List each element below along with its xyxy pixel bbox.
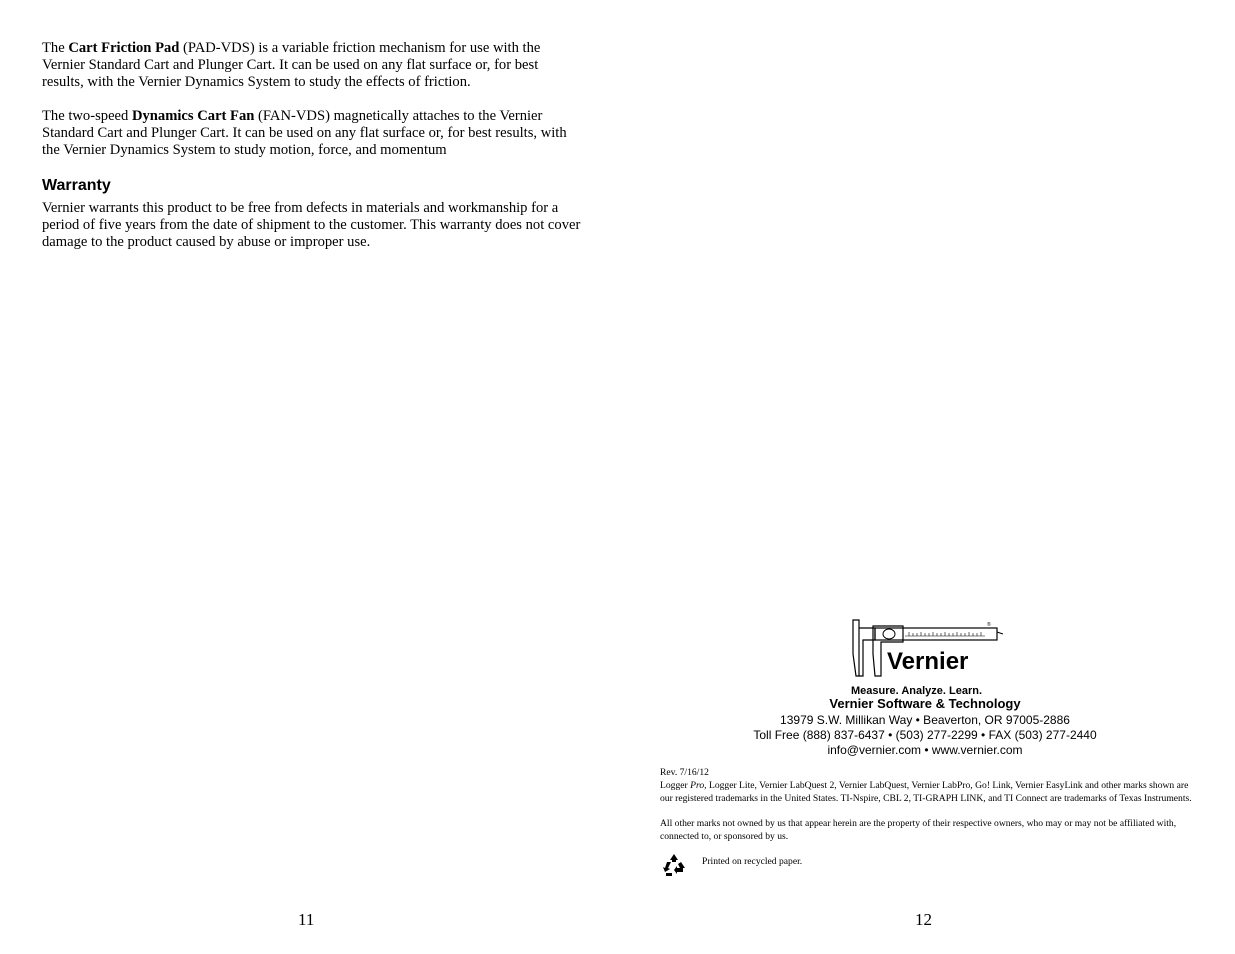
para2-pre: The two-speed <box>42 108 132 124</box>
recycle-icon <box>661 852 687 878</box>
trademark-notice <box>660 780 1200 805</box>
page-number-left: 11 <box>298 910 315 929</box>
trademark-italic: Pro <box>690 780 705 791</box>
caliper-logo-icon <box>845 614 1005 698</box>
cart-friction-pad-paragraph <box>42 40 582 91</box>
para1-pre: The <box>42 40 69 56</box>
left-page <box>42 40 582 268</box>
vernier-logo <box>845 614 1005 698</box>
logo-wordmark: Vernier <box>887 648 969 675</box>
dynamics-cart-fan-paragraph <box>42 108 582 159</box>
trademark-pre: Logger <box>660 780 691 791</box>
warranty-heading: Warranty <box>42 177 111 194</box>
logo-tagline: Measure. Analyze. Learn. <box>851 685 983 697</box>
para1-post: (PAD-VDS) is a variable friction mechanism for use with the Vernier Standard Cart and Plunger Cart. It can be used on any flat surface or, for best results, with the Vernier Dynamics System to study the effects of friction. <box>42 40 541 90</box>
company-address: 13979 S.W. Millikan Way • Beaverton, OR 97005-2886 <box>780 713 1070 727</box>
trademark-post: , Logger Lite, Vernier LabQuest 2, Vernier LabQuest, Vernier LabPro, Go! Link, Vernier EasyLink and other marks shown are our registered trademarks in the United States. TI-Nspire, CBL 2, TI-GRAPH LINK, and TI Connect are trademarks of Texas Instruments. <box>660 780 1192 804</box>
para2-product-name: Dynamics Cart Fan <box>131 108 255 124</box>
svg-text:®: ® <box>987 622 991 628</box>
company-web: info@vernier.com • www.vernier.com <box>827 743 1023 757</box>
company-name: Vernier Software & Technology <box>829 696 1021 711</box>
revision-date: Rev. 7/16/12 <box>660 767 709 778</box>
para1-product-name: Cart Friction Pad <box>68 40 180 56</box>
recycled-paper-note: Printed on recycled paper. <box>702 856 803 867</box>
other-marks-notice: All other marks not owned by us that appear herein are the property of their respective owners, who may or may not be affiliated with, connected to, or sponsored by us. <box>660 818 1177 842</box>
warranty-text: Vernier warrants this product to be free from defects in materials and workmanship for a period of five years from the date of shipment to the customer. This warranty does not cover damage to the product caused by abuse or improper use. <box>42 200 581 250</box>
page-number-right: 12 <box>915 910 932 929</box>
company-phones: Toll Free (888) 837-6437 • (503) 277-2299 • FAX (503) 277-2440 <box>753 728 1097 742</box>
para2-post: (FAN-VDS) magnetically attaches to the Vernier Standard Cart and Plunger Cart. It can be used on any flat surface or, for best results, with the Vernier Dynamics System to study motion, force, and momentum <box>42 108 567 158</box>
